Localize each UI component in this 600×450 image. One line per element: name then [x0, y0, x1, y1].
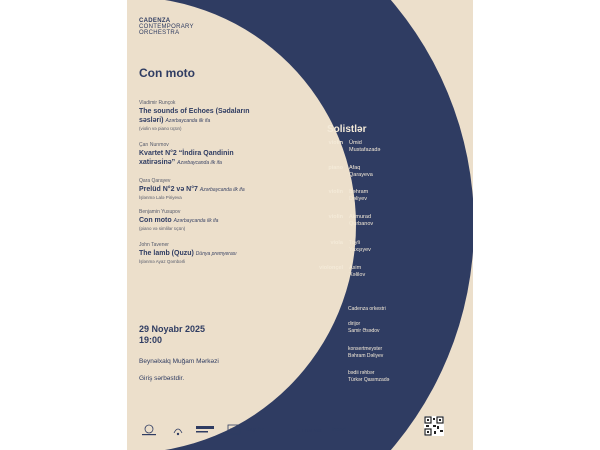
instrument: piano [328, 165, 343, 171]
staff-role: bədii rəhbər [348, 370, 375, 376]
partner-logo-icon [171, 423, 185, 437]
first-name: Ümid [349, 140, 362, 146]
soloist-name [349, 189, 409, 203]
composer: Qara Qarayev [139, 178, 171, 184]
piece-detail: (piano və simlilər üçün) [139, 226, 186, 231]
ministry-logo-icon [139, 423, 159, 437]
piece-title-line-1: The sounds of Echoes (Sədaların [139, 108, 250, 115]
staff-entry [348, 321, 448, 334]
soloist-name [349, 240, 409, 254]
soloist-name [349, 214, 409, 228]
piece-detail: İşlənmə Lalə Piriyeva [139, 195, 182, 200]
program-item [139, 142, 299, 168]
program-item [139, 242, 299, 265]
piece-note: Azərbaycanda ilk ifa [177, 160, 222, 166]
dayaz-logo: Day.Az [246, 427, 264, 433]
piece-title [139, 107, 299, 116]
program-item [139, 209, 299, 232]
piece-note: Dünya premyerası [195, 251, 237, 257]
program-item [139, 100, 299, 132]
last-name: Dəliyev [349, 196, 368, 202]
piece-title-cont [139, 158, 299, 168]
last-name: Qarayeva [349, 172, 373, 178]
soloist-row [307, 214, 457, 232]
last-name: Mustafazadə [349, 147, 381, 153]
staff-name: Samir Əsədov [348, 327, 380, 334]
last-name: Xəlilov [349, 272, 366, 278]
program-item [139, 178, 299, 201]
concert-date [139, 324, 205, 346]
sponsor-logos [139, 423, 359, 439]
piece-title [139, 249, 299, 259]
instrument: violin [328, 140, 343, 146]
first-name: Afaq [349, 165, 361, 171]
first-name: Asim [349, 265, 362, 271]
staff-role: dirijor [348, 321, 361, 327]
instrument: violin [328, 214, 343, 220]
composer: Vladimir Runçok [139, 100, 176, 106]
soloist-row [307, 240, 457, 258]
soloist-row [307, 189, 457, 207]
piece-title-line-1: Prelüd N°2 və N°7 [139, 186, 198, 193]
staff-entry [348, 370, 448, 383]
piece-title-line-2: səsləri) [139, 117, 164, 124]
composer: John Tavener [139, 242, 169, 248]
logo-line-2: CONTEMPORARY [139, 24, 194, 30]
piece-detail: İşlənmə Ayaz Qəmbərli [139, 259, 186, 264]
piece-title-line-1: Con moto [139, 217, 172, 224]
concert-poster [127, 0, 473, 450]
staff-name: Bəhram Dəliyev [348, 352, 384, 359]
soloist-name [349, 165, 409, 179]
staff-role: konsertmeyster [348, 346, 383, 352]
last-name: Qurbanov [349, 221, 374, 227]
piece-title [139, 149, 299, 158]
piece-title [139, 185, 299, 195]
last-name: Yaxşıyev [349, 247, 371, 253]
entry-note: Giriş sərbəstdir. [139, 375, 185, 382]
radio-logo-icon [226, 423, 242, 437]
muqam-center-logo-icon [194, 423, 216, 437]
piece-title-line-1: The lamb (Quzu) [139, 250, 194, 257]
piece-detail: (violin və piano üçün) [139, 126, 182, 131]
media-logo-icon [270, 423, 290, 437]
staff-name: Türkər Qasımzadə [348, 376, 390, 383]
concert-title: Con moto [139, 66, 195, 80]
staff-entry [348, 306, 448, 313]
soloist-row [307, 265, 457, 283]
qr-code-icon[interactable] [424, 416, 444, 436]
soloist-row [307, 165, 457, 183]
staff-entry [348, 346, 448, 359]
piece-note: Azərbaycanda ilk ifa [199, 187, 245, 193]
trend-logo: trend [332, 427, 346, 433]
piece-title-cont [139, 116, 299, 126]
instrument: violonçel [319, 265, 343, 271]
staff-role: Cadenza orkestri [348, 306, 386, 312]
soloist-name [349, 265, 409, 279]
logo-line-1: CADENZA [139, 18, 171, 24]
instrument: viola [330, 240, 343, 246]
piece-note: Azərbaycanda ilk ifa [173, 218, 219, 224]
orchestra-logo [139, 18, 194, 36]
soloist-row [307, 140, 457, 158]
soloists-heading: Solistlər [327, 124, 367, 135]
first-name: Akmurad [349, 214, 372, 220]
date-day: 29 Noyabr 2025 [139, 324, 206, 334]
piece-note: Azərbaycanda ilk ifa [165, 118, 211, 124]
azernews-logo: AZERNEWS [296, 428, 322, 433]
piece-title [139, 216, 299, 226]
composer: Benjamin Yusupov [139, 209, 181, 215]
logo-line-3: ORCHESTRA [139, 30, 180, 36]
soloist-name [349, 140, 409, 154]
first-name: Bəhram [349, 189, 369, 195]
piece-title-line-2: xatirəsinə” [139, 159, 176, 166]
composer: Çarı Nurımov [139, 142, 169, 148]
date-time: 19:00 [139, 335, 163, 345]
first-name: Toyli [349, 240, 361, 246]
instrument: violin [328, 189, 343, 195]
piece-title-line-1: Kvartet N°2 “İndira Qandinin [139, 150, 234, 157]
venue: Beynəlxalq Muğam Mərkəzi [139, 358, 219, 365]
